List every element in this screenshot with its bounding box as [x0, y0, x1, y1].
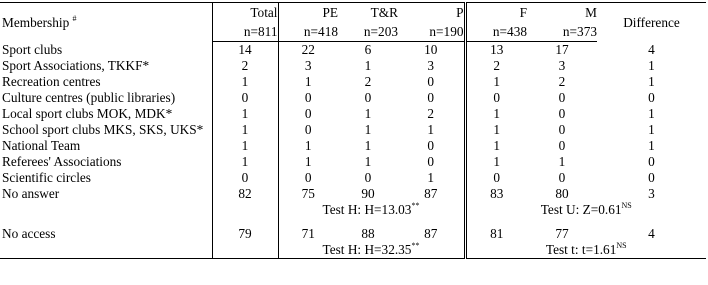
table-row	[0, 58, 706, 74]
row-label: Sport clubs	[0, 42, 212, 59]
cell-p: 87	[398, 186, 465, 202]
table-row	[0, 186, 706, 202]
cell-tr: 0	[364, 90, 372, 105]
cell-m: 77	[555, 226, 569, 241]
cell-pe: 0	[304, 90, 312, 105]
cell-diff: 3	[648, 186, 655, 201]
cell-f: 1	[493, 106, 501, 121]
cell-p: 2	[398, 106, 465, 122]
cell-total: 1	[212, 154, 278, 170]
test-spacer	[0, 218, 706, 226]
cell-tr: 1	[364, 122, 372, 137]
cell-f: 0	[493, 90, 501, 105]
cell-pe: 1	[304, 74, 312, 89]
cell-p: 3	[398, 58, 465, 74]
table-row	[0, 106, 706, 122]
cell-diff: 1	[648, 106, 655, 121]
cell-m: 0	[558, 138, 566, 153]
cell-diff: 1	[648, 74, 655, 89]
cell-tr: 0	[364, 170, 372, 185]
cell-p: 87	[398, 226, 465, 242]
cell-m: 3	[558, 58, 566, 73]
cell-pe: 0	[304, 170, 312, 185]
cell-diff: 1	[648, 122, 655, 137]
cell-diff: 1	[648, 138, 655, 153]
col-header-total-n: n=811	[212, 22, 278, 42]
row-label: Local sport clubs MOK, MDK*	[0, 106, 212, 122]
col-header-tr: T&R	[338, 3, 398, 23]
cell-total: 14	[212, 42, 278, 59]
cell-total: 1	[212, 138, 278, 154]
cell-f: 1	[493, 138, 501, 153]
row-label: Referees' Associations	[0, 154, 212, 170]
row-label: Recreation centres	[0, 74, 212, 90]
col-header-tr-n: n=203	[338, 22, 398, 42]
membership-table	[0, 2, 706, 259]
cell-f: 13	[490, 42, 504, 57]
cell-pe: 1	[304, 138, 312, 153]
cell-diff: 4	[648, 226, 655, 241]
row-label: Scientific circles	[0, 170, 212, 186]
col-header-total: Total	[212, 3, 278, 23]
test-t-no-access: Test t: $t=1.61^{NS}$	[465, 242, 706, 259]
cell-diff: 0	[648, 154, 655, 169]
cell-f: 81	[490, 226, 504, 241]
cell-p: 0	[398, 138, 465, 154]
cell-m: 0	[558, 106, 566, 121]
col-header-pe: PE	[278, 3, 338, 23]
cell-diff: 0	[648, 170, 655, 185]
cell-pe: 75	[301, 186, 315, 201]
cell-m: 17	[555, 42, 569, 57]
cell-tr: 88	[361, 226, 375, 241]
cell-m: 0	[558, 170, 566, 185]
test-h-no-access: Test H: H=32.35**	[278, 242, 465, 259]
table-row	[0, 90, 706, 106]
col-header-m-n: n=373	[527, 22, 597, 42]
cell-p: 1	[398, 170, 465, 186]
cell-m: 1	[558, 154, 566, 169]
cell-pe: 71	[301, 226, 315, 241]
cell-p: 0	[398, 154, 465, 170]
cell-m: 80	[555, 186, 569, 201]
table-row	[0, 226, 706, 242]
cell-pe: 1	[304, 154, 312, 169]
test-u-no-answer: Test U: $Z=0.61^{NS}$	[540, 201, 632, 217]
header-row-1	[0, 3, 706, 23]
cell-m: 0	[558, 122, 566, 137]
cell-p: 1	[398, 122, 465, 138]
test-row	[0, 242, 706, 259]
cell-m: 0	[558, 90, 566, 105]
row-label: Sport Associations, TKKF*	[0, 58, 212, 74]
table-row	[0, 138, 706, 154]
cell-pe: 0	[304, 106, 312, 121]
row-label: No answer	[0, 186, 212, 202]
row-label: School sport clubs MKS, SKS, UKS*	[0, 122, 212, 138]
cell-f: 83	[490, 186, 504, 201]
cell-f: 1	[493, 74, 501, 89]
row-label: National Team	[0, 138, 212, 154]
cell-total: 1	[212, 106, 278, 122]
cell-total: 1	[212, 122, 278, 138]
cell-tr: 2	[364, 74, 372, 89]
cell-tr: 1	[364, 106, 372, 121]
test-h-no-answer: Test H: H=13.03**	[278, 202, 465, 218]
cell-tr: 1	[364, 58, 372, 73]
cell-total: 79	[212, 226, 278, 242]
cell-tr: 90	[361, 186, 375, 201]
cell-total: 2	[212, 58, 278, 74]
cell-m: 2	[558, 74, 566, 89]
row-label: No access	[0, 226, 212, 242]
col-header-pe-n: n=418	[278, 22, 338, 42]
cell-pe: 22	[301, 42, 315, 57]
table-row	[0, 154, 706, 170]
col-header-f-n: n=438	[465, 22, 527, 42]
cell-total: 0	[212, 170, 278, 186]
cell-tr: 1	[364, 154, 372, 169]
cell-f: 0	[493, 170, 501, 185]
cell-tr: 1	[364, 138, 372, 153]
cell-diff: 4	[648, 41, 655, 57]
cell-pe: 0	[304, 122, 312, 137]
cell-total: 1	[212, 74, 278, 90]
cell-diff: 0	[648, 90, 655, 105]
table-row	[0, 42, 706, 59]
col-header-m: M	[527, 3, 597, 23]
table-row	[0, 122, 706, 138]
col-header-difference: Difference	[597, 3, 706, 42]
cell-pe: 3	[304, 58, 312, 73]
cell-total: 0	[212, 90, 278, 106]
table-row	[0, 170, 706, 186]
cell-f: 2	[493, 58, 501, 73]
row-label: Culture centres (public libraries)	[0, 90, 212, 106]
test-row	[0, 202, 706, 218]
col-header-p-n: n=190	[398, 22, 465, 42]
cell-total: 82	[212, 186, 278, 202]
cell-p: 0	[398, 90, 465, 106]
cell-f: 1	[493, 122, 501, 137]
col-header-p: P	[398, 3, 465, 23]
col-header-membership: Membership #	[0, 3, 212, 42]
table-row	[0, 74, 706, 90]
cell-tr: 6	[364, 42, 372, 57]
cell-p: 0	[398, 74, 465, 90]
cell-diff: 1	[648, 58, 655, 73]
col-header-f: F	[465, 3, 527, 23]
cell-p: 10	[398, 42, 465, 59]
cell-f: 1	[493, 154, 501, 169]
